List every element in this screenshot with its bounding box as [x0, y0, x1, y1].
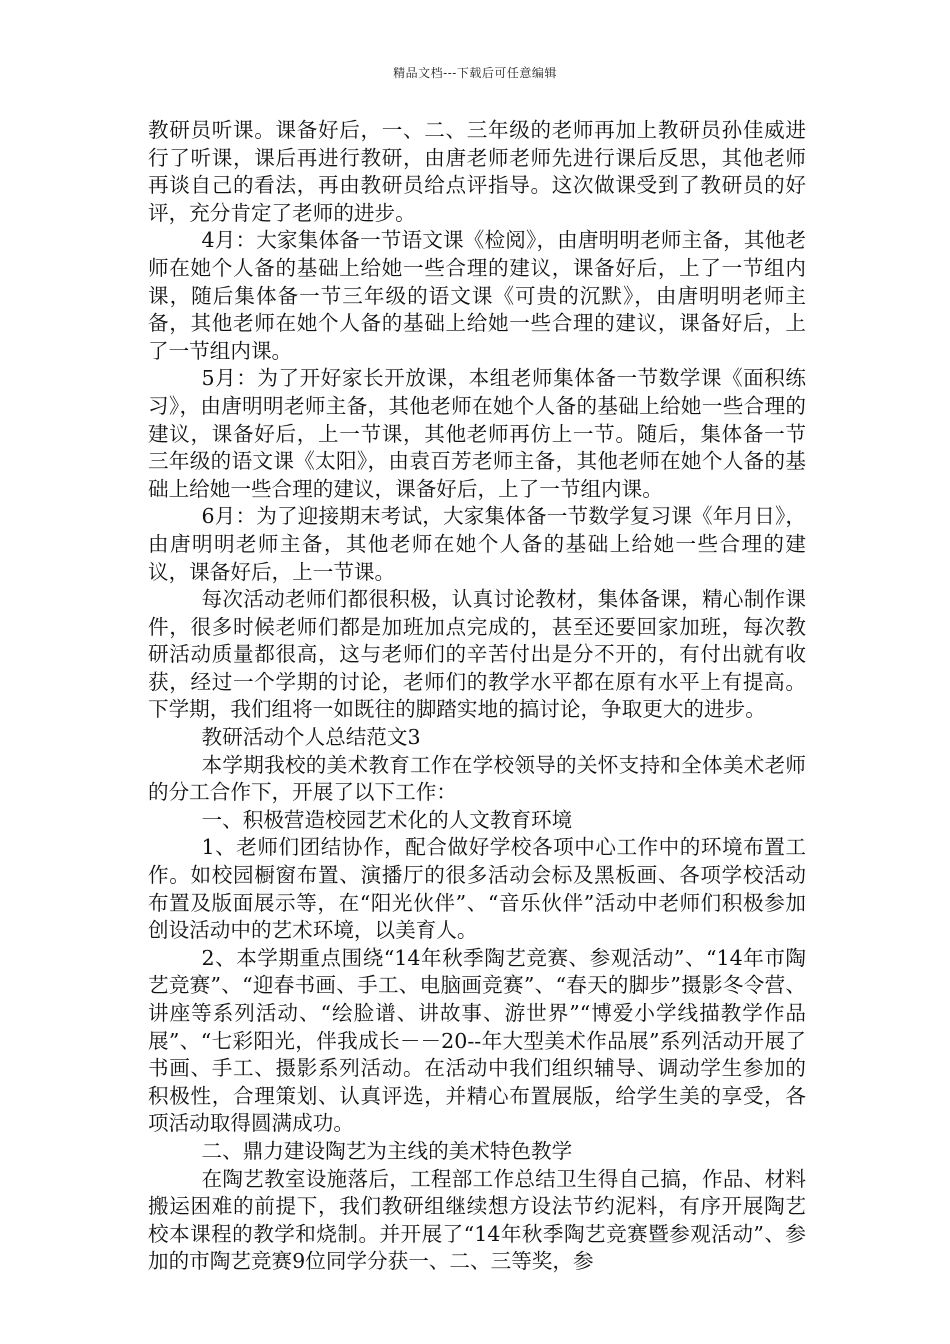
paragraph: 教研员听课。课备好后，一、二、三年级的老师再加上教研员孙佳威进行了听课，课后再进行教研，由唐老师老师先进行课后反思，其他老师再谈自己的看法，再由教研员给点评指导。这次做课受到了教研员的好评，充分肯定了老师的进步。	[148, 118, 806, 225]
paragraph: 6月：为了迎接期末考试，大家集体备一节数学复习课《年月日》，由唐明明老师主备，其他老师在她个人备的基础上给她一些合理的建议，课备好后，上一节课。	[148, 504, 806, 584]
paragraph: 1、老师们团结协作，配合做好学校各项中心工作中的环境布置工作。如校园橱窗布置、演播厅的很多活动会标及黑板画、各项学校活动布置及版面展示等，在“阳光伙伴”、“音乐伙伴”活动中老师们积极参加创设活动中的艺术环境，以美育人。	[148, 835, 806, 943]
section-title: 教研活动个人总结范文3	[201, 725, 421, 750]
section-heading: 二、鼎力建设陶艺为主线的美术特色教学	[201, 1138, 573, 1163]
section-heading: 一、积极营造校园艺术化的人文教育环境	[201, 807, 573, 832]
paragraph: 2、本学期重点围绕“14年秋季陶艺竞赛、参观活动”、“14年市陶艺竞赛”、“迎春书画、手工、电脑画竞赛”、“春天的脚步”摄影冬令营、讲座等系列活动、“绘脸谱、讲故事、游世界”“博爱小学线描教学作品展”、“七彩阳光，伴我成长－－20--年大型美术作品展”系列活动开展了书画、手工、摄影系列活动。在活动中我们组织辅导、调动学生参加的积极性，合理策划、认真评选，并精心布置展版，给学生美的享受，各项活动取得圆满成功。	[148, 945, 807, 1136]
paragraph: 在陶艺教室设施落后，工程部工作总结卫生得自己搞，作品、材料搬运困难的前提下，我们教研组继续想方设法节约泥料，有序开展陶艺校本课程的教学和烧制。并开展了“14年秋季陶艺竞赛暨参观活动”、参加的市陶艺竞赛9位同学分获一、二、三等奖，参	[148, 1166, 806, 1274]
page-header: 精品文档---下载后可任意编辑	[393, 66, 557, 80]
paragraph: 4月：大家集体备一节语文课《检阅》，由唐明明老师主备，其他老师在她个人备的基础上给她一些合理的建议，课备好后，上了一节组内课，随后集体备一节三年级的语文课《可贵的沉默》，由唐明明老师主备，其他老师在她个人备的基础上给她一些合理的建议，课备好后，上了一节组内课。	[148, 228, 806, 363]
paragraph: 5月：为了开好家长开放课，本组老师集体备一节数学课《面积练习》，由唐明明老师主备，其他老师在她个人备的基础上给她一些合理的建议，课备好后，上一节课，其他老师再仿上一节。随后，集体备一节三年级的语文课《太阳》，由袁百芳老师主备，其他老师在她个人备的基础上给她一些合理的建议，课备好后，上了一节组内课。	[148, 366, 806, 501]
paragraph: 本学期我校的美术教育工作在学校领导的关怀支持和全体美术老师的分工合作下，开展了以下工作：	[148, 752, 806, 805]
paragraph: 每次活动老师们都很积极，认真讨论教材，集体备课，精心制作课件，很多时候老师们都是加班加点完成的，甚至还要回家加班，每次教研活动质量都很高，这与老师们的辛苦付出是分不开的，有付出就有收获，经过一个学期的讨论，老师们的教学水平都在原有水平上有提高。下学期，我们组将一如既往的脚踏实地的搞讨论，争取更大的进步。	[148, 587, 806, 722]
document-body	[148, 117, 806, 1276]
